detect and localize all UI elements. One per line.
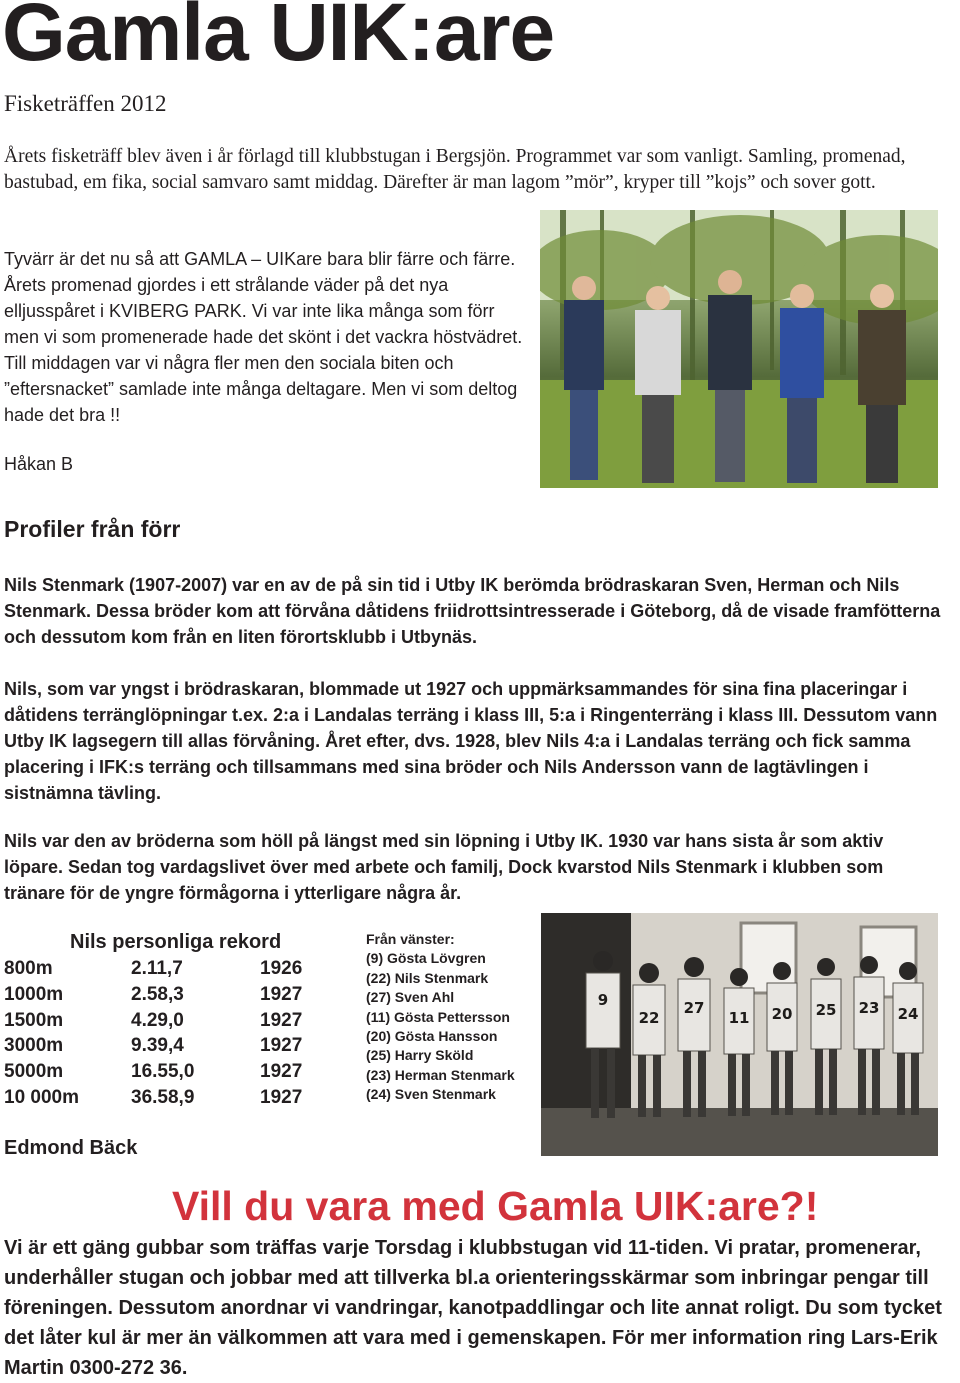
historic-runners-photo xyxy=(541,913,938,1156)
bib-number: 22 xyxy=(638,1009,660,1027)
record-year: 1927 xyxy=(260,983,303,1005)
record-distance: 3000m xyxy=(4,1035,64,1057)
record-year: 1927 xyxy=(260,1086,303,1108)
caption-line: (20) Gösta Hansson xyxy=(366,1028,498,1045)
record-time: 36.58,9 xyxy=(131,1086,195,1108)
cta-body: Vi är ett gäng gubbar som träffas varje Torsdag i klubbstugan vid 11-tiden. Vi pratar, promenerar, underhåller stugan och jobbar med att tillverka bl.a orienteringsskärmar som inbringar pengar till föreningen. Dessutom anordnar vi vandringar, kanotpaddlingar och lite annat roligt. Du som tycket det låter kul är mer än välkommen att vara med i gemenskapen. För mer information ring Lars-Erik Martin 0300-272 36. xyxy=(4,1237,942,1379)
profiles-author: Edmond Bäck xyxy=(4,1137,138,1159)
cta-heading: Vill du vara med Gamla UIK:are?! xyxy=(172,1183,819,1229)
bib-number: 25 xyxy=(815,1001,837,1019)
record-time: 2.11,7 xyxy=(131,958,183,979)
bib-number: 23 xyxy=(858,999,880,1017)
record-row xyxy=(4,1035,324,1061)
record-distance: 1500m xyxy=(4,1009,64,1031)
caption-line: (24) Sven Stenmark xyxy=(366,1086,496,1103)
caption-line: Från vänster: xyxy=(366,931,455,947)
caption-line: (11) Gösta Pettersson xyxy=(366,1008,510,1025)
profiles-heading: Profiler från förr xyxy=(4,516,181,542)
caption-line: (23) Herman Stenmark xyxy=(366,1066,515,1083)
profile-paragraph: Nils Stenmark (1907-2007) var en av de på sin tid i Utby IK berömda brödraskaran Sven, Herman och Nils Stenmark. Dessa bröder kom att förvåna dåtidens friidrottsintresserade i Göteborg, då de visade framfötterna och dessutom kom från en liten förortsklubb i Utbynäs. xyxy=(4,575,941,647)
records-table xyxy=(4,958,324,1113)
record-row xyxy=(4,958,324,984)
bib-number: 24 xyxy=(897,1005,919,1023)
photo-caption xyxy=(366,930,515,1105)
record-time: 9.39,4 xyxy=(131,1035,184,1057)
record-distance: 800m xyxy=(4,958,53,979)
records-heading: Nils personliga rekord xyxy=(70,931,282,953)
record-row xyxy=(4,1010,324,1036)
caption-line: (9) Gösta Lövgren xyxy=(366,950,486,967)
bib-number: 20 xyxy=(771,1005,793,1023)
bib-number: 9 xyxy=(597,991,609,1009)
fisketraff-intro: Årets fisketräff blev även i år förlagd till klubbstugan i Bergsjön. Programmet var som vanligt. Samling, promenad, bastubad, em fika, social samvaro samt middag. Därefter är man lagom ”mör”, kryper till ”kojs” och sover gott. xyxy=(4,146,906,193)
group-photo-walkers xyxy=(540,210,938,488)
section-subtitle: Fisketräffen 2012 xyxy=(4,91,167,116)
record-year: 1927 xyxy=(260,1061,303,1083)
caption-line: (25) Harry Sköld xyxy=(366,1047,474,1064)
record-distance: 5000m xyxy=(4,1061,64,1083)
caption-line: (22) Nils Stenmark xyxy=(366,969,489,986)
record-row xyxy=(4,1087,324,1113)
record-year: 1926 xyxy=(260,958,303,979)
fisketraff-body: Tyvärr är det nu så att GAMLA – UIKare bara blir färre och färre. Årets promenad gjordes i ett strålande väder på det nya elljusspåret i KVIBERG PARK. Vi var inte lika många som förr men vi som promenerade hade det skönt i det vackra höstvädret. Till middagen var vi några fler men den sociala biten och ”eftersnacket” samlade inte många deltagare. Men vi som deltog hade det bra !! xyxy=(4,249,523,425)
record-distance: 10 000m xyxy=(4,1086,80,1108)
record-row xyxy=(4,1061,324,1087)
record-time: 16.55,0 xyxy=(131,1061,195,1083)
fisketraff-author: Håkan B xyxy=(4,454,74,474)
bib-number: 11 xyxy=(728,1009,750,1027)
caption-line: (27) Sven Ahl xyxy=(366,989,455,1006)
record-time: 2.58,3 xyxy=(131,983,184,1005)
profile-paragraph: Nils var den av bröderna som höll på längst med sin löpning i Utby IK. 1930 var hans sista år som aktiv löpare. Sedan tog vardagslivet över med arbete och familj, Dock kvarstod Nils Stenmark i klubben som tränare för de yngre förmågorna i ytterligare några år. xyxy=(4,831,884,903)
profile-paragraph: Nils, som var yngst i brödraskaran, blommade ut 1927 och uppmärksammandes för sina fina placeringar i dåtidens terränglöpningar t.ex. 2:a i Landalas terräng i klass III, 5:a i Ringenterräng i klass III. Dessutom vann Utby IK lagsegern till allas förvåning. Året efter, dvs. 1928, blev Nils 4:a i Landalas terräng och fick samma placering i IFK:s terräng och tillsammans med sina bröder och Nils Andersson vann de lagtävlingen i sistnämna tävling. xyxy=(4,679,938,803)
bib-number: 27 xyxy=(683,999,705,1017)
record-distance: 1000m xyxy=(4,983,64,1005)
page-title: Gamla UIK:are xyxy=(2,0,555,78)
record-year: 1927 xyxy=(260,1009,303,1031)
record-year: 1927 xyxy=(260,1035,303,1057)
record-time: 4.29,0 xyxy=(131,1009,184,1031)
record-row xyxy=(4,984,324,1010)
